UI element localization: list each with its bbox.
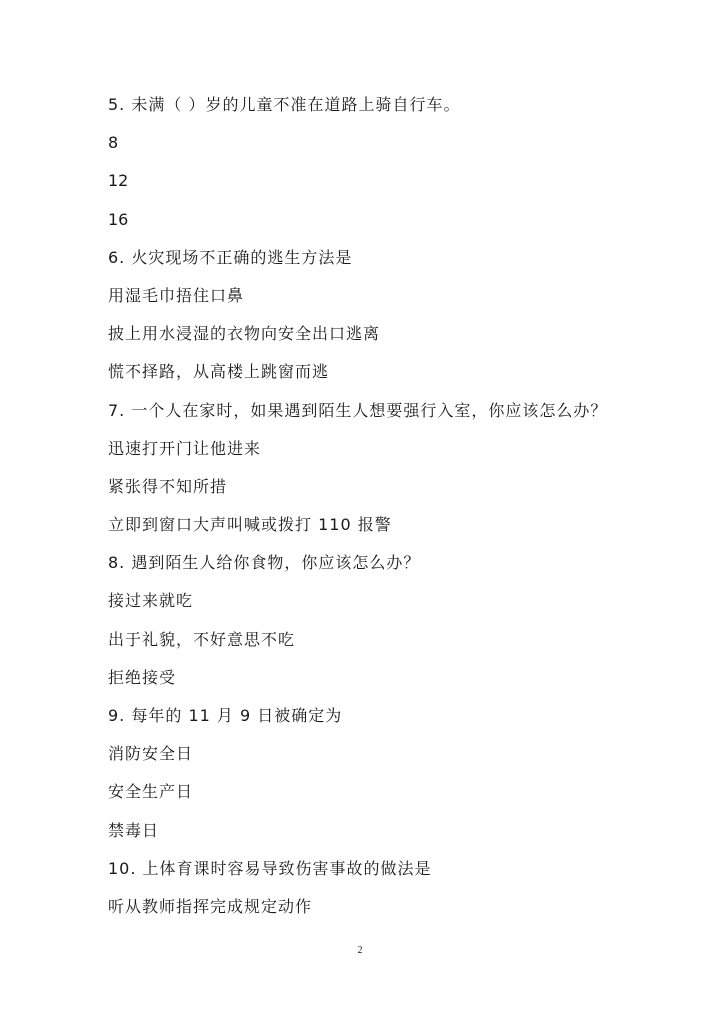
question-7-option-c: 立即到窗口大声叫喊或拨打 110 报警 <box>108 515 392 535</box>
question-5-option-a: 8 <box>108 133 119 153</box>
question-10-option-a: 听从教师指挥完成规定动作 <box>108 896 313 916</box>
question-5-text: 5. 未满（ ）岁的儿童不准在道路上骑自行车。 <box>108 95 461 114</box>
question-5-option-c: 16 <box>108 209 129 229</box>
question-8-option-c: 拒绝接受 <box>108 667 177 687</box>
question-9-option-c: 禁毒日 <box>108 820 160 840</box>
question-6-option-c: 慌不择路，从高楼上跳窗而逃 <box>108 362 330 382</box>
question-5-option-b: 12 <box>108 171 129 191</box>
question-8-option-b: 出于礼貌，不好意思不吃 <box>108 629 296 649</box>
question-8-option-a: 接过来就吃 <box>108 591 194 611</box>
page-number: 2 <box>357 945 363 956</box>
question-6-text: 6. 火灾现场不正确的逃生方法是 <box>108 247 353 267</box>
question-7-text: 7. 一个人在家时，如果遇到陌生人想要强行入室，你应该怎么办？ <box>108 400 608 420</box>
question-10-text: 10. 上体育课时容易导致伤害事故的做法是 <box>108 858 432 878</box>
question-list <box>108 92 628 932</box>
question-9-text: 9. 每年的 11 月 9 日被确定为 <box>108 706 343 725</box>
question-7-option-a: 迅速打开门让他进来 <box>108 438 262 458</box>
question-6-option-b: 披上用水浸湿的衣物向安全出口逃离 <box>108 324 381 344</box>
question-8-text: 8. 遇到陌生人给你食物，你应该怎么办？ <box>108 553 421 573</box>
question-6-option-a: 用湿毛巾捂住口鼻 <box>108 285 245 305</box>
question-9-option-a: 消防安全日 <box>108 744 194 764</box>
question-9-option-b: 安全生产日 <box>108 782 194 802</box>
question-7-option-b: 紧张得不知所措 <box>108 476 228 496</box>
